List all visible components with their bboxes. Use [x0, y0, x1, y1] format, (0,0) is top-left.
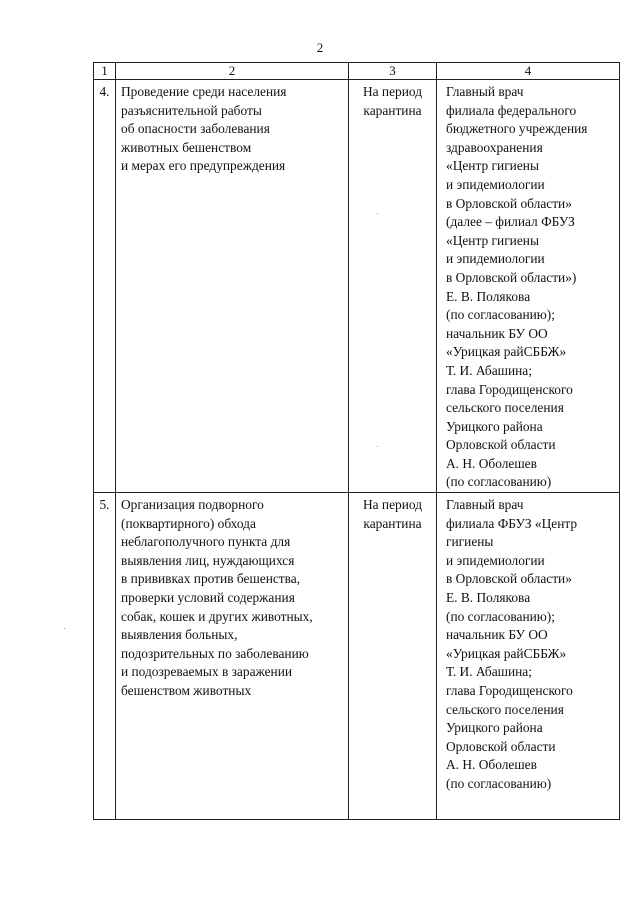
responsible-line: сельского поселения	[446, 701, 564, 717]
responsible-line: глава Городищенского	[446, 683, 573, 698]
responsible-line: (по согласованию);	[446, 307, 555, 323]
scan-speck	[377, 446, 378, 447]
action-line: бешенством животных	[121, 683, 252, 698]
responsible-line: «Урицкая райСББЖ»	[446, 645, 567, 661]
measures-table	[93, 62, 620, 820]
action-line: выявления лиц, нуждающихся	[121, 552, 295, 568]
responsible-line: Т. И. Абашина;	[446, 664, 532, 680]
row-number: 4.	[94, 80, 116, 493]
responsible-line: в Орловской области»)	[446, 269, 577, 285]
action-line: и подозреваемых в заражении	[121, 664, 293, 680]
action-line: и мерах его предупреждения	[121, 158, 286, 174]
action-line: разъяснительной работы	[121, 102, 262, 118]
scan-speck	[64, 628, 65, 629]
responsible-line: «Урицкая райСББЖ»	[446, 344, 567, 360]
action-line: выявления больных,	[121, 627, 238, 643]
responsible-line: Е. В. Полякова	[446, 288, 531, 304]
action-cell	[116, 80, 349, 493]
responsible-line: (далее – филиал ФБУЗ	[446, 214, 575, 230]
header-col-1: 1	[94, 63, 116, 80]
action-line: собак, кошек и других животных,	[121, 608, 313, 624]
header-col-2: 2	[116, 63, 349, 80]
responsible-line: гигиены	[446, 534, 494, 550]
responsible-line: филиала федерального	[446, 102, 577, 118]
table-row	[94, 80, 620, 493]
header-col-3: 3	[349, 63, 437, 80]
responsible-line: в Орловской области»	[446, 195, 572, 211]
responsible-cell	[437, 80, 620, 493]
action-line: проверки условий содержания	[121, 590, 295, 606]
responsible-line: и эпидемиологии	[446, 552, 545, 568]
responsible-line: Орловской области	[446, 437, 556, 453]
action-line: неблагополучного пункта для	[121, 534, 291, 550]
period-line: карантина	[363, 515, 422, 531]
responsible-line: глава Городищенского	[446, 381, 573, 397]
scan-speck	[377, 213, 378, 214]
action-line: животных бешенством	[121, 139, 252, 155]
action-line: Проведение среди населения	[121, 84, 287, 99]
action-line: об опасности заболевания	[121, 121, 270, 137]
action-line: в прививках против бешенства,	[121, 571, 301, 587]
action-cell	[116, 493, 349, 820]
responsible-line: Орловской области	[446, 738, 556, 754]
responsible-line: Урицкого района	[446, 720, 543, 736]
responsible-line: филиала ФБУЗ «Центр	[446, 515, 578, 531]
period-cell	[349, 493, 437, 820]
responsible-line: Е. В. Полякова	[446, 590, 531, 606]
responsible-line: (по согласованию);	[446, 608, 555, 624]
responsible-cell	[437, 493, 620, 820]
action-line: Организация подворного	[121, 497, 264, 513]
responsible-line: А. Н. Оболешев	[446, 757, 537, 773]
responsible-line: сельского поселения	[446, 400, 564, 416]
period-line: На период	[362, 84, 423, 99]
table-row	[94, 493, 620, 820]
responsible-line: Главный врач	[446, 84, 524, 99]
responsible-line: бюджетного учреждения	[446, 121, 588, 137]
header-col-4: 4	[437, 63, 620, 80]
responsible-line: и эпидемиологии	[446, 176, 545, 192]
action-line: (поквартирного) обхода	[121, 515, 256, 531]
action-line: подозрительных по заболеванию	[121, 645, 309, 661]
responsible-line: и эпидемиологии	[446, 251, 545, 267]
page-number: 2	[316, 40, 324, 55]
responsible-line: Главный врач	[446, 497, 524, 513]
responsible-line: (по согласованию)	[446, 474, 552, 490]
responsible-line: начальник БУ ОО	[446, 627, 548, 643]
responsible-line: здравоохранения	[446, 139, 543, 155]
responsible-line: Т. И. Абашина;	[446, 362, 532, 378]
responsible-line: Урицкого района	[446, 418, 543, 434]
period-line: На период	[362, 497, 423, 513]
row-number: 5.	[94, 493, 116, 820]
period-cell	[349, 80, 437, 493]
responsible-line: (по согласованию)	[446, 775, 552, 791]
period-line: карантина	[363, 102, 422, 118]
responsible-line: в Орловской области»	[446, 571, 572, 587]
responsible-line: «Центр гигиены	[446, 158, 539, 174]
responsible-line: «Центр гигиены	[446, 232, 539, 248]
table-header-row	[94, 63, 620, 80]
responsible-line: А. Н. Оболешев	[446, 455, 537, 471]
responsible-line: начальник БУ ОО	[446, 325, 548, 341]
